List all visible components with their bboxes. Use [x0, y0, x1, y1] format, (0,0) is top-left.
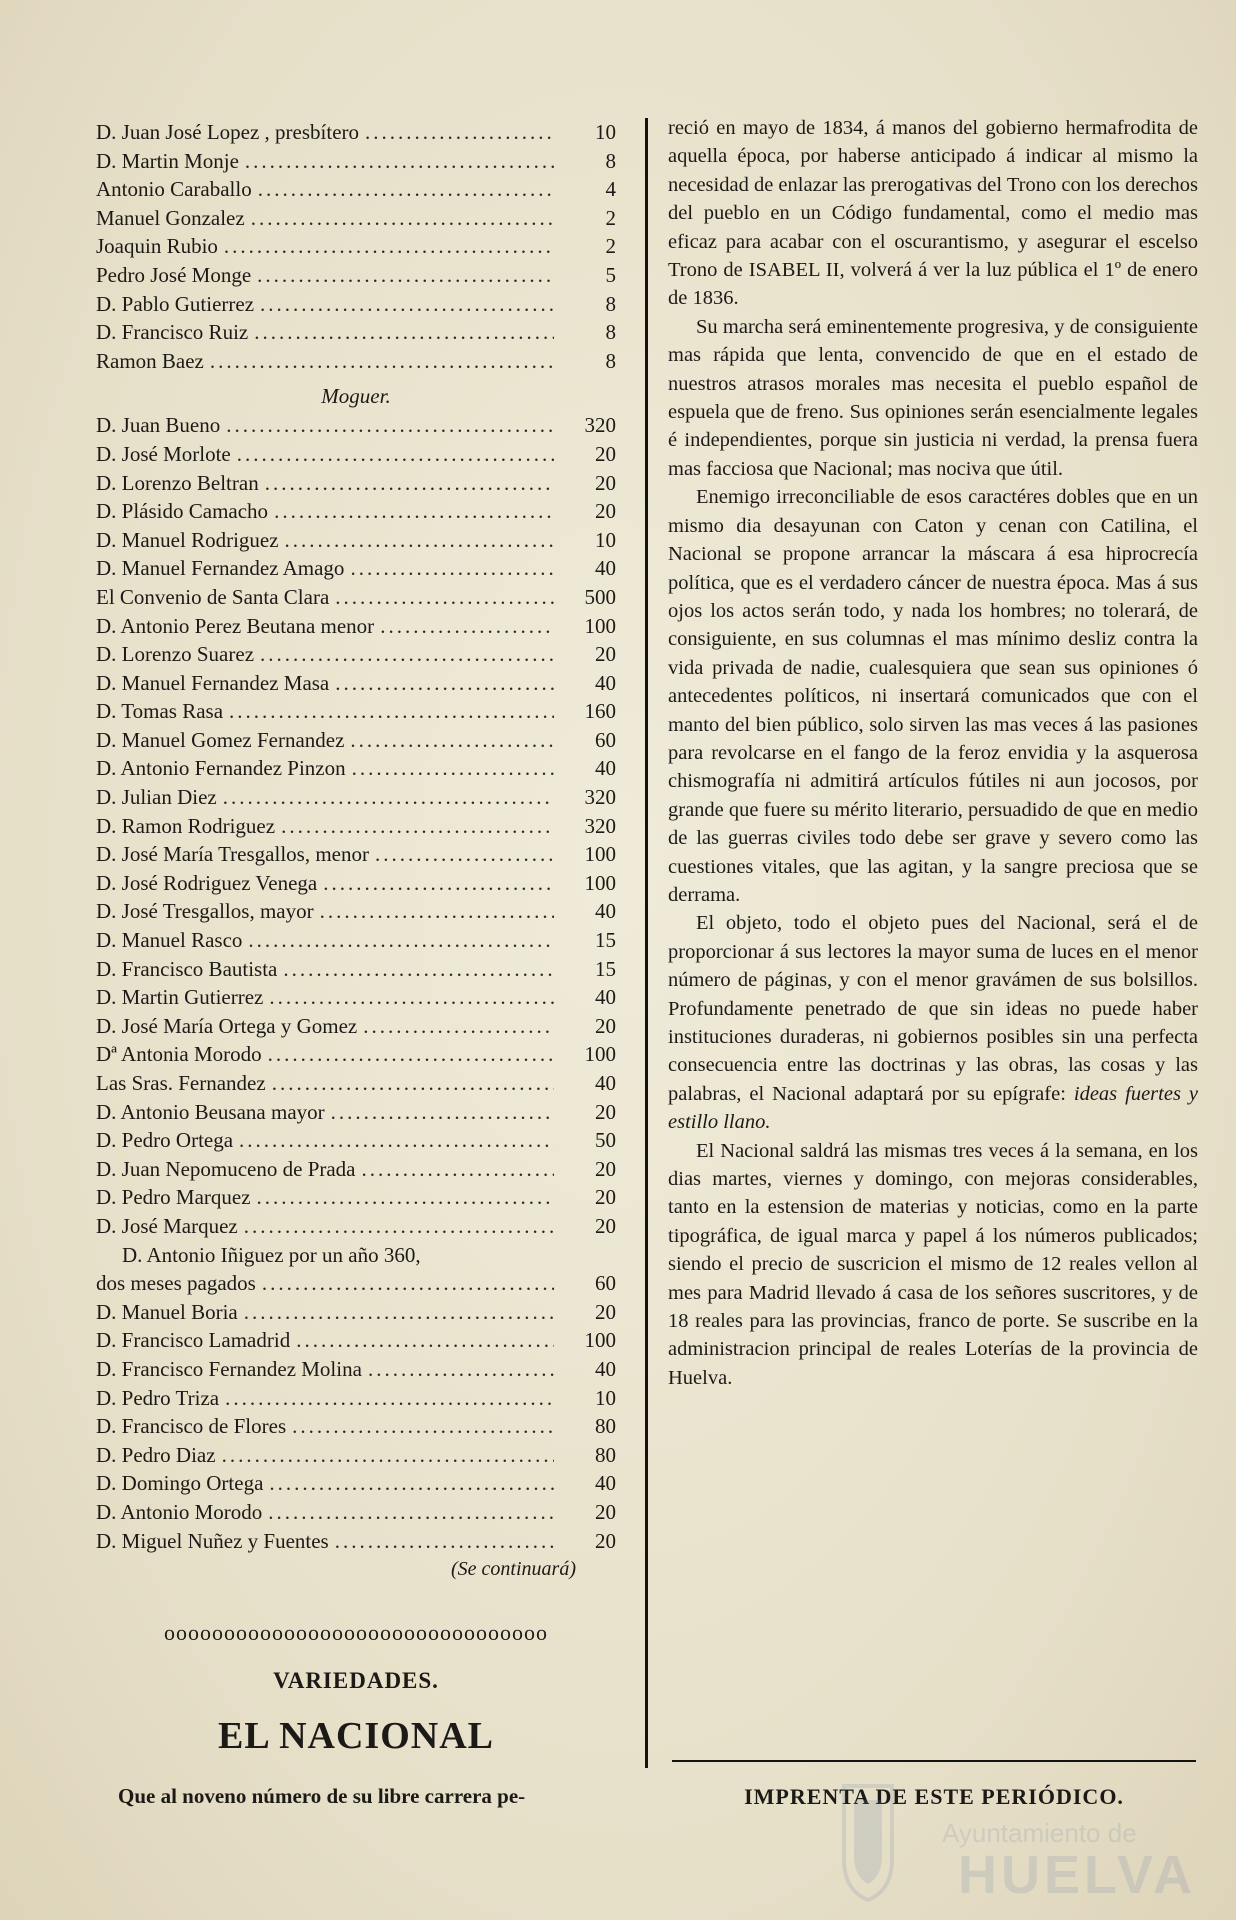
subscriber-amount: 80 [595, 1414, 616, 1439]
subscriber-row [96, 1012, 616, 1041]
subscriber-name: D. Francisco Bautista [96, 956, 278, 981]
article-paragraph-4 [668, 909, 1198, 1136]
article-paragraph-5: El Nacional saldrá las mismas tres veces á la semana, en los dias martes, viernes y domingo, con mejoras considerables, tanto en la estension de materias y noticias, como en la parte tipográfica, de igual marca y papel á los números publicados; siendo el precio de suscricion el mismo de 12 reales vellon al mes para Madrid llevado á casa de los señores suscritores, y de 18 reales para las provincias, franco de porte. Se suscribe en la administracion principal de reales Loterías de la provincia de Huelva. [668, 1139, 1198, 1389]
subscriber-name: D. José María Ortega y Gomez [96, 1013, 358, 1038]
leader-dots [272, 1069, 554, 1098]
subscriber-amount: 100 [584, 1328, 616, 1353]
leader-dots [237, 440, 554, 469]
subscriber-name: D. Francisco Ruiz [96, 320, 249, 345]
subscriber-amount: 20 [595, 1156, 616, 1181]
imprint-rule [672, 1760, 1196, 1762]
subscriber-name: D. Francisco de Flores [96, 1414, 287, 1439]
subscriber-list-moguer [96, 411, 616, 1240]
leader-dots [245, 147, 554, 176]
imprint-line: IMPRENTA DE ESTE PERIÓDICO. [744, 1784, 1124, 1809]
watermark-line2: HUELVA [958, 1845, 1196, 1905]
leader-dots [292, 1412, 554, 1441]
subscriber-amount: 2 [605, 205, 616, 230]
leader-dots [268, 1040, 554, 1069]
leader-dots [331, 1098, 554, 1127]
leader-dots [350, 726, 554, 755]
subscriber-row [96, 1212, 616, 1241]
article-paragraph-4-text: El objeto, todo el objeto pues del Nacional, será el de proporcionar á sus lectores la mayor suma de luces en el menor número de páginas, y con el menor gravámen de sus bolsillos. Profundamente penetrado de que sin ideas no puede haber instituciones duraderas, ni gobiernos posibles sin una perfecta consecuencia entre las doctrinas y las obras, las cosas y las palabras, el Nacional adaptará por su epígrafe: [668, 912, 1198, 1105]
leader-dots [257, 261, 554, 290]
leader-dots [281, 812, 554, 841]
subscriber-row [96, 1326, 616, 1355]
leader-dots [222, 1441, 554, 1470]
leader-dots [257, 1183, 554, 1212]
subscriber-row [96, 554, 616, 583]
article-text-column [668, 114, 1198, 1392]
subscriber-name: D. Manuel Gomez Fernandez [96, 727, 345, 752]
subscriber-amount: 320 [584, 785, 616, 810]
section-title-moguer: Moguer. [321, 384, 391, 409]
leader-dots [269, 1469, 554, 1498]
subscriber-row [96, 1126, 616, 1155]
subscriber-amount: 8 [605, 148, 616, 173]
subscriber-row [96, 232, 616, 261]
subscriber-name: D. Julian Diez [96, 785, 217, 810]
subscriber-row [96, 612, 616, 641]
subscriber-name: D. Manuel Fernandez Masa [96, 670, 330, 695]
subscriber-amount: 100 [584, 842, 616, 867]
subscriber-row [96, 1298, 616, 1327]
subscriber-name: D. Pedro Triza [96, 1385, 220, 1410]
subscriber-amount: 40 [595, 556, 616, 581]
subscriber-amount: 20 [595, 441, 616, 466]
subscriber-name: D. Martin Monje [96, 148, 239, 173]
subscriber-name: D. Antonio Beusana mayor [96, 1099, 325, 1124]
subscriber-name: D. Manuel Rasco [96, 928, 243, 953]
leader-dots [350, 554, 554, 583]
leader-dots [258, 175, 554, 204]
leader-dots [244, 1212, 554, 1241]
article-paragraph-1: reció en mayo de 1834, á manos del gobierno hermafrodita de aquella época, por haberse anticipado á indicar al mismo la necesidad de enlazar las prerogativas del Trono con los derechos del pueblo en un Código fundamental, como el medio mas eficaz para acabar con el oscurantismo, y asegurar el escelso Trono de ISABEL II, volverá á ver la luz pública el 1º de enero de 1836. [668, 117, 1198, 310]
subscriber-row [96, 175, 616, 204]
subscriber-name: D. Manuel Boria [96, 1299, 238, 1324]
subscriber-name: D. Lorenzo Suarez [96, 642, 255, 667]
subscriber-row [96, 526, 616, 555]
subscriber-row [96, 1355, 616, 1384]
subscriber-amount: 60 [595, 727, 616, 752]
subscriber-row [96, 318, 616, 347]
subscriber-name: D. Martin Gutierrez [96, 985, 264, 1010]
subscriber-name: D. Antonio Fernandez Pinzon [96, 756, 346, 781]
subscriber-row [96, 583, 616, 612]
subscriber-amount: 100 [584, 1042, 616, 1067]
subscriber-amount: 40 [595, 1356, 616, 1381]
subscriber-amount: 4 [605, 177, 616, 202]
leader-dots [224, 232, 554, 261]
leader-dots [251, 204, 554, 233]
subscriber-row [96, 411, 616, 440]
continued-note: (Se continuará) [451, 1558, 576, 1581]
leader-dots [269, 983, 554, 1012]
subscriber-name: D. Domingo Ortega [96, 1471, 264, 1496]
leader-dots [254, 318, 554, 347]
leader-dots [268, 1498, 554, 1527]
subscriber-amount: 15 [595, 928, 616, 953]
subscriber-row [96, 1183, 616, 1212]
subscriber-row [96, 440, 616, 469]
subscriber-row [96, 897, 616, 926]
subscriber-amount: 500 [584, 584, 616, 609]
subscriber-amount: 20 [595, 1499, 616, 1524]
subscriber-row [96, 669, 616, 698]
subscriber-row [96, 754, 616, 783]
subscriber-name-line1: D. Antonio Iñiguez por un año 360, [122, 1242, 421, 1267]
subscriber-name: D. José Marquez [96, 1213, 238, 1238]
watermark-line1: Ayuntamiento de [942, 1818, 1137, 1848]
section-title-variedades: VARIEDADES. [273, 1668, 439, 1693]
subscriber-amount: 20 [595, 1299, 616, 1324]
leader-dots [210, 347, 554, 376]
leader-dots [248, 926, 554, 955]
leader-dots [260, 640, 554, 669]
leader-dots [368, 1355, 554, 1384]
subscriber-name: Las Sras. Fernandez [96, 1071, 266, 1095]
subscriber-amount: 10 [595, 1385, 616, 1410]
subscriber-row [96, 1040, 616, 1069]
subscriber-row [96, 497, 616, 526]
leader-dots [283, 955, 554, 984]
subscriber-amount: 5 [605, 262, 616, 287]
subscriber-amount: 160 [584, 699, 616, 724]
subscriber-amount: 20 [595, 1013, 616, 1038]
subscriber-amount: 20 [595, 1213, 616, 1238]
leader-dots [223, 783, 554, 812]
article-paragraph-3: Enemigo irreconciliable de esos caractéres dobles que en un mismo dia desayunan con Caton y cenan con Catilina, el Nacional se propone arrancar la máscara á esa hiprocrecía política, que es el verdadero cáncer de nuestra época. Mas á sus ojos los actos serán todo, y nada los hombres; no tolerará, de consiguiente, en sus columnas el mas mínimo desliz contra la vida privada de nadie, cualesquiera que sean sus opiniones ó antecedentes políticos, ni insertará comunicados que con el manto del bien público, solo sirven las mas veces á las pasiones para revolcarse en el fango de la feroz envidia y la asquerosa chismografía ni admitirá artículos fútiles ni aun jocosos, por grande que fuere su mérito literario, persuadido de que en medio de las guerras civiles todo debe ser grave y severo como las cuestiones vitales, que las agitan, y la sangre preciosa que se derrama. [668, 486, 1198, 906]
leader-dots [335, 669, 554, 698]
subscriber-amount: 100 [584, 870, 616, 895]
subscriber-name: D. José Rodriguez Venega [96, 870, 318, 895]
subscriber-list-moguer-continued [96, 1298, 616, 1555]
subscriber-name: D. José Tresgallos, mayor [96, 899, 314, 924]
subscriber-name-line2: dos meses pagados [96, 1271, 256, 1296]
subscriber-amount: 40 [595, 670, 616, 695]
subscriber-amount: 10 [595, 120, 616, 144]
subscriber-amount: 40 [595, 1071, 616, 1095]
subscriber-row [96, 697, 616, 726]
leader-dots [244, 1298, 554, 1327]
subscriber-row [96, 955, 616, 984]
subscriber-row [96, 926, 616, 955]
leader-dots [363, 1012, 554, 1041]
subscriber-name: D. Juan José Lopez , presbítero [96, 120, 360, 144]
subscriber-row [96, 1384, 616, 1413]
subscriber-name: Joaquin Rubio [96, 234, 218, 259]
subscriber-row [96, 118, 616, 147]
subscriber-row [96, 1498, 616, 1527]
subscriber-name: D. Miguel Nuñez y Fuentes [96, 1528, 329, 1553]
article-paragraph-2: Su marcha será eminentemente progresiva, y de consiguiente mas rápida que lenta, convencido de que en el estado de nuestros atrasos morales mas necesita el pueblo español de espuela que de freno. Sus opiniones serán esencialmente legales é independientes, porque sin justicia ni verdad, la prensa fuera mas facciosa que Nacional; mas nociva que útil. [668, 315, 1198, 480]
subscriber-name: D. Francisco Lamadrid [96, 1328, 291, 1353]
subscriber-name: El Convenio de Santa Clara [96, 584, 330, 609]
subscriber-amount: 320 [584, 413, 616, 438]
subscriber-name: D. José María Tresgallos, menor [96, 842, 369, 867]
subscriber-amount: 20 [595, 1185, 616, 1210]
subscriber-amount: 50 [595, 1128, 616, 1153]
subscriber-amount: 10 [595, 527, 616, 552]
ornamental-divider: oooooooooooooooooooooooooooooooo [164, 1620, 548, 1645]
subscriber-name: Ramon Baez [96, 348, 204, 373]
subscriber-row [96, 840, 616, 869]
subscriber-amount: 60 [595, 1271, 616, 1296]
subscriber-row-wrapped [96, 1241, 616, 1298]
subscriber-row [96, 983, 616, 1012]
subscriber-row [96, 261, 616, 290]
subscriber-amount: 40 [595, 985, 616, 1010]
subscriber-name: D. Antonio Morodo [96, 1499, 263, 1524]
subscriber-name: D. Antonio Perez Beutana menor [96, 613, 375, 638]
subscriber-name: D. Francisco Fernandez Molina [96, 1356, 362, 1381]
subscriber-name: D. Pedro Diaz [96, 1442, 216, 1467]
subscriber-row [96, 783, 616, 812]
subscriber-name: D. Pedro Ortega [96, 1128, 234, 1153]
leader-dots [260, 290, 554, 319]
article-title: EL NACIONAL [218, 1715, 494, 1757]
subscriber-name: D. Manuel Fernandez Amago [96, 556, 345, 581]
subscriber-name: D. Tomas Rasa [96, 699, 224, 724]
leader-dots [296, 1326, 554, 1355]
coat-of-arms-icon [838, 1780, 898, 1906]
subscriber-name: D. Manuel Rodriguez [96, 527, 279, 552]
subscriber-row [96, 1098, 616, 1127]
subscriber-amount: 40 [595, 756, 616, 781]
leader-dots [323, 869, 554, 898]
subscriber-amount: 2 [605, 234, 616, 259]
leader-dots [352, 754, 554, 783]
leader-dots [375, 840, 554, 869]
subscriber-name: D. Pablo Gutierrez [96, 291, 255, 316]
subscriber-amount: 100 [584, 613, 616, 638]
subscriber-list-top [96, 118, 616, 375]
subscriber-row [96, 1412, 616, 1441]
subscriber-row [96, 347, 616, 376]
watermark [838, 1768, 1218, 1918]
leader-dots [262, 1269, 554, 1298]
subscriber-name: Dª Antonia Morodo [96, 1042, 262, 1067]
subscriber-name: Antonio Caraballo [96, 177, 252, 202]
subscriber-amount: 15 [595, 956, 616, 981]
subscriber-amount: 40 [595, 1471, 616, 1496]
subscriber-name: D. Lorenzo Beltran [96, 470, 259, 495]
leader-dots [285, 526, 554, 555]
subscriber-name: Pedro José Monge [96, 262, 252, 287]
subscriber-row [96, 290, 616, 319]
leader-dots [380, 612, 554, 641]
subscriber-row [96, 1069, 616, 1098]
subscriber-name: D. Plásido Camacho [96, 499, 269, 524]
leader-dots [265, 469, 554, 498]
subscriber-amount: 40 [595, 899, 616, 924]
subscriber-row [96, 869, 616, 898]
leader-dots [239, 1126, 554, 1155]
subscriber-row [96, 469, 616, 498]
subscriber-amount: 8 [605, 348, 616, 373]
column-divider [645, 118, 648, 1768]
subscriber-row [96, 726, 616, 755]
subscriber-amount: 20 [595, 470, 616, 495]
leader-dots [365, 118, 554, 147]
subscriber-amount: 8 [605, 291, 616, 316]
leader-dots [274, 497, 554, 526]
subscriber-row [96, 1469, 616, 1498]
subscriber-amount: 320 [584, 813, 616, 838]
subscriber-amount: 20 [595, 499, 616, 524]
subscriber-amount: 20 [595, 1528, 616, 1553]
subscriber-row [96, 204, 616, 233]
subscriber-amount: 20 [595, 1099, 616, 1124]
leader-dots [225, 1384, 554, 1413]
subscriber-row [96, 812, 616, 841]
subscriber-row [96, 640, 616, 669]
subscriber-row [96, 1155, 616, 1184]
subscriber-name: D. José Morlote [96, 441, 231, 466]
subscriber-amount: 80 [595, 1442, 616, 1467]
leader-dots [335, 583, 554, 612]
subscriber-name: Manuel Gonzalez [96, 205, 245, 230]
leader-dots [335, 1527, 554, 1556]
epigraph-text: ideas fuertes y estillo llano. [668, 1082, 1198, 1134]
subscriber-amount: 20 [595, 642, 616, 667]
subscriber-list-column [96, 118, 616, 1584]
subscriber-amount: 8 [605, 320, 616, 345]
subscriber-name: D. Ramon Rodriguez [96, 813, 276, 838]
subscriber-name: D. Pedro Marquez [96, 1185, 251, 1210]
subscriber-row [96, 1441, 616, 1470]
leader-dots [226, 411, 554, 440]
subscriber-name: D. Juan Nepomuceno de Prada [96, 1156, 356, 1181]
leader-dots [362, 1155, 554, 1184]
subscriber-name: D. Juan Bueno [96, 413, 221, 438]
leader-dots [320, 897, 554, 926]
article-first-line: Que al noveno número de su libre carrera pe- [118, 1784, 526, 1808]
subscriber-row [96, 147, 616, 176]
subscriber-row [96, 1527, 616, 1556]
leader-dots [229, 697, 554, 726]
